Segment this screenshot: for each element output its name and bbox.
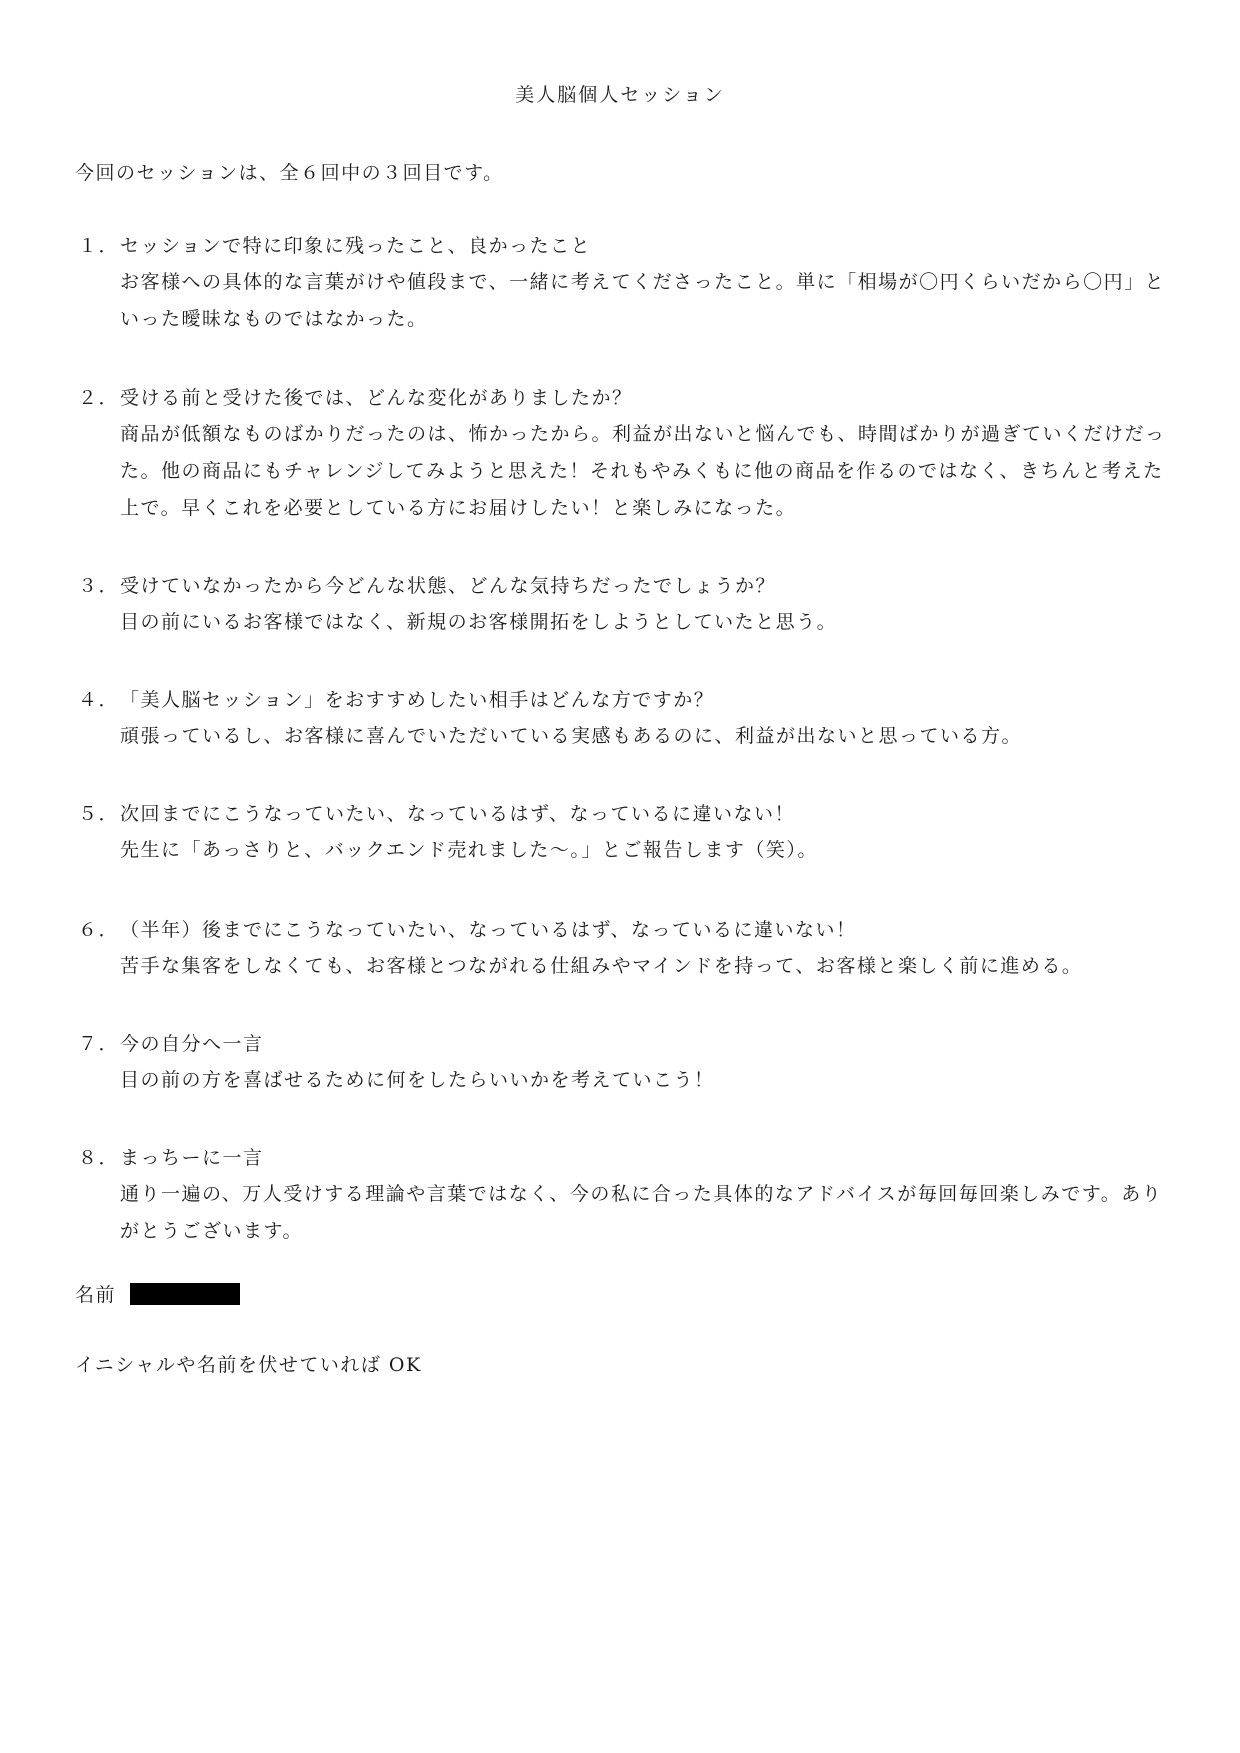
question: [78, 568, 1178, 604]
question: [78, 380, 1178, 416]
question-text: 「美人脳セッション」をおすすめしたい相手はどんな方ですか？: [120, 689, 715, 711]
item-number: ７．: [78, 1033, 120, 1055]
qa-item-4: [78, 682, 1178, 755]
question: [78, 796, 1178, 832]
intro-text: 今回のセッションは、全６回中の３回目です。: [75, 162, 504, 184]
qa-item-2: [78, 380, 1178, 527]
question-text: セッションで特に印象に残ったこと、良かったこと: [120, 235, 592, 257]
answer-text: 目の前の方を喜ばせるために何をしたらいいかを考えていこう！: [120, 1069, 715, 1091]
question-text: 受けていなかったから今どんな状態、どんな気持ちだったでしょうか？: [120, 575, 777, 597]
answer-text: 目の前にいるお客様ではなく、新規のお客様開拓をしようとしていたと思う。: [120, 611, 838, 633]
question: [78, 912, 1178, 948]
answer-text: 通り一遍の、万人受けする理論や言葉ではなく、今の私に合った具体的なアドバイスが毎回毎回楽しみです。ありがとうございます。: [120, 1183, 1163, 1242]
question: [78, 1140, 1178, 1176]
qa-item-7: [78, 1026, 1178, 1099]
item-number: ６．: [78, 919, 120, 941]
qa-item-3: [78, 568, 1178, 641]
answer-text: 商品が低額なものばかりだったのは、怖かったから。利益が出ないと悩んでも、時間ばかりが過ぎていくだけだった。他の商品にもチャレンジしてみようと思えた！それもやみくもに他の商品を作るのではなく、きちんと考えた上で。早くこれを必要としている方にお届けしたい！と楽しみになった。: [120, 423, 1166, 519]
item-number: ５．: [78, 803, 120, 825]
name-label: 名前: [75, 1284, 117, 1306]
item-number: ８．: [78, 1147, 120, 1169]
item-number: ２．: [78, 387, 120, 409]
question-text: 次回までにこうなっていたい、なっているはず、なっているに違いない！: [120, 803, 795, 825]
qa-item-6: [78, 912, 1178, 985]
item-number: ４．: [78, 689, 120, 711]
qa-item-5: [78, 796, 1178, 869]
qa-item-1: [78, 228, 1178, 338]
question-text: 今の自分へ一言: [120, 1033, 264, 1055]
question-text: 受ける前と受けた後では、どんな変化がありましたか？: [120, 387, 633, 409]
privacy-note: イニシャルや名前を伏せていれば OK: [75, 1354, 422, 1376]
question-text: （半年）後までにこうなっていたい、なっているはず、なっているに違いない！: [120, 919, 857, 941]
redacted-name-block: [130, 1283, 240, 1305]
answer-text: 頑張っているし、お客様に喜んでいただいている実感もあるのに、利益が出ないと思っている方。: [120, 725, 1023, 747]
qa-item-8: [78, 1140, 1178, 1250]
item-number: １．: [78, 235, 120, 257]
page-title: 美人脳個人セッション: [515, 84, 725, 106]
answer-text: 先生に「あっさりと、バックエンド売れました～。」とご報告します（笑）。: [120, 839, 818, 861]
question: [78, 1026, 1178, 1062]
answer-text: 苦手な集客をしなくても、お客様とつながれる仕組みやマインドを持って、お客様と楽しく前に進める。: [120, 955, 1083, 977]
question-text: まっちーに一言: [120, 1147, 264, 1169]
question: [78, 682, 1178, 718]
item-number: ３．: [78, 575, 120, 597]
question: [78, 228, 1178, 264]
name-row: [75, 1280, 240, 1307]
answer-text: お客様への具体的な言葉がけや値段まで、一緒に考えてくださったこと。単に「相場が〇円くらいだから〇円」といった曖昧なものではなかった。: [120, 271, 1166, 330]
